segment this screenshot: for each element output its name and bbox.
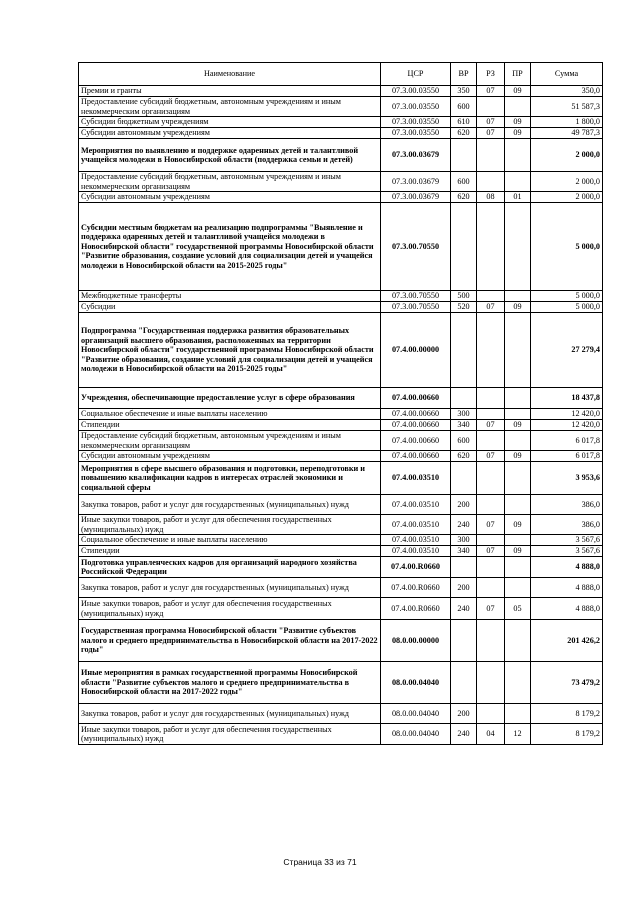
- cell-sum: 8 179,2: [531, 704, 603, 724]
- table-row: [79, 313, 603, 388]
- cell-pr: [505, 291, 531, 302]
- cell-vr: [451, 462, 477, 495]
- cell-rz: [477, 578, 505, 598]
- cell-vr: 200: [451, 495, 477, 515]
- table-row: [79, 192, 603, 203]
- page-number: Страница 33 из 71: [283, 857, 357, 867]
- table-row: [79, 546, 603, 557]
- cell-sum: 2 000,0: [531, 192, 603, 203]
- cell-name: Субсидии бюджетным учреждениям: [79, 117, 381, 128]
- cell-rz: 04: [477, 724, 505, 745]
- cell-name: Межбюджетные трансферты: [79, 291, 381, 302]
- cell-csr: 08.0.00.04040: [381, 662, 451, 704]
- cell-vr: 240: [451, 724, 477, 745]
- header-pr: ПР: [505, 63, 531, 86]
- cell-sum: 12 420,0: [531, 420, 603, 431]
- table-row: [79, 409, 603, 420]
- cell-pr: [505, 409, 531, 420]
- cell-vr: 300: [451, 535, 477, 546]
- cell-rz: [477, 535, 505, 546]
- cell-rz: 07: [477, 128, 505, 139]
- cell-pr: 09: [505, 451, 531, 462]
- cell-sum: 18 437,8: [531, 388, 603, 409]
- table-row: [79, 535, 603, 546]
- cell-csr: 07.3.00.03550: [381, 97, 451, 117]
- cell-rz: [477, 704, 505, 724]
- cell-csr: 07.4.00.00660: [381, 388, 451, 409]
- table-row: [79, 578, 603, 598]
- cell-csr: 07.3.00.70550: [381, 302, 451, 313]
- cell-name: Учреждения, обеспечивающие предоставление услуг в сфере образования: [79, 388, 381, 409]
- cell-rz: [477, 291, 505, 302]
- cell-pr: [505, 388, 531, 409]
- cell-sum: 4 888,0: [531, 578, 603, 598]
- cell-rz: 07: [477, 86, 505, 97]
- cell-name: Иные мероприятия в рамках государственной программы Новосибирской области "Развитие субъектов малого и среднего предпринимательства в Новосибирской области на 2017-2022 годы": [79, 662, 381, 704]
- cell-pr: [505, 557, 531, 578]
- cell-name: Социальное обеспечение и иные выплаты населению: [79, 535, 381, 546]
- cell-name: Закупка товаров, работ и услуг для государственных (муниципальных) нужд: [79, 578, 381, 598]
- cell-csr: 08.0.00.04040: [381, 724, 451, 745]
- cell-csr: 07.4.00.03510: [381, 546, 451, 557]
- cell-rz: [477, 388, 505, 409]
- cell-name: Государственная программа Новосибирской области "Развитие субъектов малого и среднего предпринимательства в Новосибирской области на 2017-2022 годы": [79, 620, 381, 662]
- cell-pr: [505, 495, 531, 515]
- cell-rz: 07: [477, 420, 505, 431]
- cell-name: Предоставление субсидий бюджетным, автономным учреждениям и иным некоммерческим организациям: [79, 97, 381, 117]
- cell-name: Предоставление субсидий бюджетным, автономным учреждениям и иным некоммерческим организациям: [79, 431, 381, 451]
- cell-vr: [451, 388, 477, 409]
- header-rz: РЗ: [477, 63, 505, 86]
- cell-sum: 2 000,0: [531, 139, 603, 172]
- cell-rz: 08: [477, 192, 505, 203]
- cell-pr: [505, 535, 531, 546]
- cell-rz: [477, 409, 505, 420]
- cell-sum: 5 000,0: [531, 302, 603, 313]
- cell-pr: 09: [505, 302, 531, 313]
- budget-table: [78, 62, 603, 745]
- cell-name: Иные закупки товаров, работ и услуг для обеспечения государственных (муниципальных) нужд: [79, 515, 381, 535]
- cell-rz: [477, 313, 505, 388]
- cell-csr: 07.3.00.03550: [381, 128, 451, 139]
- cell-csr: 07.4.00.00660: [381, 420, 451, 431]
- cell-pr: 01: [505, 192, 531, 203]
- cell-vr: 350: [451, 86, 477, 97]
- table-row: [79, 515, 603, 535]
- table-row: [79, 724, 603, 745]
- cell-csr: 07.3.00.03550: [381, 117, 451, 128]
- table-row: [79, 203, 603, 291]
- cell-name: Подпрограмма "Государственная поддержка развития образовательных организаций высшего образования, расположенных на территории Новосибирской области" государственной программы Новосибирской области "Развитие образования, создание условий для социализации детей и учащейся молодежи в Новосибирской области на 2015-2025 годы": [79, 313, 381, 388]
- cell-sum: 386,0: [531, 495, 603, 515]
- cell-csr: 07.4.00.03510: [381, 462, 451, 495]
- table-row: [79, 302, 603, 313]
- cell-csr: 07.4.00.R0660: [381, 557, 451, 578]
- cell-sum: 3 567,6: [531, 535, 603, 546]
- cell-name: Предоставление субсидий бюджетным, автономным учреждениям и иным некоммерческим организациям: [79, 172, 381, 192]
- cell-csr: 07.4.00.R0660: [381, 578, 451, 598]
- cell-pr: 09: [505, 128, 531, 139]
- cell-csr: 07.3.00.03550: [381, 86, 451, 97]
- table-row: [79, 431, 603, 451]
- cell-name: Мероприятия по выявлению и поддержке одаренных детей и талантливой учащейся молодежи в Новосибирской области (поддержка семьи и детей): [79, 139, 381, 172]
- cell-name: Субсидии автономным учреждениям: [79, 451, 381, 462]
- cell-pr: [505, 704, 531, 724]
- cell-rz: [477, 139, 505, 172]
- cell-name: Закупка товаров, работ и услуг для государственных (муниципальных) нужд: [79, 704, 381, 724]
- cell-vr: [451, 662, 477, 704]
- cell-sum: 27 279,4: [531, 313, 603, 388]
- cell-vr: 200: [451, 704, 477, 724]
- cell-rz: 07: [477, 117, 505, 128]
- cell-rz: [477, 662, 505, 704]
- cell-sum: 2 000,0: [531, 172, 603, 192]
- cell-csr: 07.4.00.00660: [381, 451, 451, 462]
- cell-vr: 500: [451, 291, 477, 302]
- cell-vr: 620: [451, 451, 477, 462]
- cell-name: Социальное обеспечение и иные выплаты населению: [79, 409, 381, 420]
- table-row: [79, 172, 603, 192]
- cell-pr: [505, 172, 531, 192]
- cell-rz: 07: [477, 546, 505, 557]
- cell-vr: 600: [451, 431, 477, 451]
- cell-pr: 05: [505, 598, 531, 620]
- cell-vr: 620: [451, 128, 477, 139]
- table-row: [79, 388, 603, 409]
- cell-csr: 07.3.00.03679: [381, 139, 451, 172]
- table-row: [79, 420, 603, 431]
- cell-vr: [451, 557, 477, 578]
- cell-rz: 07: [477, 598, 505, 620]
- cell-name: Субсидии автономным учреждениям: [79, 128, 381, 139]
- cell-sum: 350,0: [531, 86, 603, 97]
- cell-csr: 08.0.00.00000: [381, 620, 451, 662]
- cell-sum: 1 800,0: [531, 117, 603, 128]
- table-body: [79, 86, 603, 745]
- table-row: [79, 451, 603, 462]
- cell-pr: 09: [505, 420, 531, 431]
- cell-sum: 3 567,6: [531, 546, 603, 557]
- cell-vr: 600: [451, 97, 477, 117]
- table-row: [79, 86, 603, 97]
- cell-csr: 07.3.00.70550: [381, 203, 451, 291]
- cell-vr: 340: [451, 546, 477, 557]
- cell-rz: [477, 620, 505, 662]
- cell-name: Стипендии: [79, 546, 381, 557]
- table-row: [79, 139, 603, 172]
- cell-csr: 07.3.00.03679: [381, 192, 451, 203]
- cell-csr: 07.4.00.03510: [381, 515, 451, 535]
- cell-name: Премии и гранты: [79, 86, 381, 97]
- cell-sum: 8 179,2: [531, 724, 603, 745]
- cell-sum: 201 426,2: [531, 620, 603, 662]
- cell-sum: 51 587,3: [531, 97, 603, 117]
- cell-csr: 07.4.00.00660: [381, 431, 451, 451]
- cell-vr: 520: [451, 302, 477, 313]
- table-row: [79, 97, 603, 117]
- cell-name: Субсидии автономным учреждениям: [79, 192, 381, 203]
- cell-sum: 3 953,6: [531, 462, 603, 495]
- cell-sum: 6 017,8: [531, 451, 603, 462]
- cell-pr: 09: [505, 515, 531, 535]
- cell-vr: 600: [451, 172, 477, 192]
- cell-csr: 07.4.00.00660: [381, 409, 451, 420]
- cell-vr: 620: [451, 192, 477, 203]
- cell-sum: 4 888,0: [531, 598, 603, 620]
- cell-rz: [477, 431, 505, 451]
- cell-csr: 07.4.00.03510: [381, 495, 451, 515]
- cell-pr: [505, 662, 531, 704]
- cell-rz: 07: [477, 302, 505, 313]
- cell-vr: 240: [451, 598, 477, 620]
- table-row: [79, 557, 603, 578]
- cell-pr: [505, 462, 531, 495]
- cell-rz: 07: [477, 451, 505, 462]
- table-row: [79, 128, 603, 139]
- cell-rz: [477, 462, 505, 495]
- cell-vr: 300: [451, 409, 477, 420]
- cell-sum: 6 017,8: [531, 431, 603, 451]
- cell-vr: 340: [451, 420, 477, 431]
- cell-name: Мероприятия в сфере высшего образования и подготовки, переподготовки и повышению квалификации кадров в интересах отраслей экономики и социальной сферы: [79, 462, 381, 495]
- cell-sum: 4 888,0: [531, 557, 603, 578]
- cell-rz: [477, 203, 505, 291]
- cell-csr: 08.0.00.04040: [381, 704, 451, 724]
- cell-vr: [451, 203, 477, 291]
- cell-sum: 5 000,0: [531, 203, 603, 291]
- header-name: Наименование: [79, 63, 381, 86]
- table-row: [79, 662, 603, 704]
- cell-name: Иные закупки товаров, работ и услуг для обеспечения государственных (муниципальных) нужд: [79, 598, 381, 620]
- cell-name: Субсидии местным бюджетам на реализацию подпрограммы "Выявление и поддержка одаренных детей и талантливой учащейся молодежи в Новосибирской области" государственной программы Новосибирской области "Развитие образования, создание условий для социализации детей и учащейся молодежи в Новосибирской области на 2015-2025 годы": [79, 203, 381, 291]
- cell-rz: 07: [477, 515, 505, 535]
- table-row: [79, 620, 603, 662]
- table-row: [79, 598, 603, 620]
- cell-csr: 07.3.00.70550: [381, 291, 451, 302]
- cell-pr: [505, 313, 531, 388]
- cell-pr: 09: [505, 86, 531, 97]
- cell-pr: [505, 97, 531, 117]
- cell-rz: [477, 172, 505, 192]
- cell-pr: [505, 578, 531, 598]
- header-vr: ВР: [451, 63, 477, 86]
- table-row: [79, 291, 603, 302]
- cell-vr: [451, 620, 477, 662]
- cell-csr: 07.4.00.R0660: [381, 598, 451, 620]
- cell-name: Закупка товаров, работ и услуг для государственных (муниципальных) нужд: [79, 495, 381, 515]
- table-row: [79, 495, 603, 515]
- cell-csr: 07.4.00.00000: [381, 313, 451, 388]
- cell-vr: 200: [451, 578, 477, 598]
- table-row: [79, 704, 603, 724]
- cell-rz: [477, 495, 505, 515]
- cell-vr: [451, 139, 477, 172]
- table-row: [79, 462, 603, 495]
- cell-sum: 49 787,3: [531, 128, 603, 139]
- cell-sum: 5 000,0: [531, 291, 603, 302]
- cell-vr: [451, 313, 477, 388]
- cell-csr: 07.4.00.03510: [381, 535, 451, 546]
- cell-vr: 610: [451, 117, 477, 128]
- cell-pr: 09: [505, 546, 531, 557]
- table-row: [79, 117, 603, 128]
- table-header-row: [79, 63, 603, 86]
- cell-pr: [505, 203, 531, 291]
- header-sum: Сумма: [531, 63, 603, 86]
- cell-vr: 240: [451, 515, 477, 535]
- cell-name: Субсидии: [79, 302, 381, 313]
- cell-name: Иные закупки товаров, работ и услуг для обеспечения государственных (муниципальных) нужд: [79, 724, 381, 745]
- cell-pr: 12: [505, 724, 531, 745]
- cell-name: Стипендии: [79, 420, 381, 431]
- cell-pr: 09: [505, 117, 531, 128]
- cell-rz: [477, 97, 505, 117]
- cell-name: Подготовка управленческих кадров для организаций народного хозяйства Российской Федерации: [79, 557, 381, 578]
- cell-pr: [505, 139, 531, 172]
- header-csr: ЦСР: [381, 63, 451, 86]
- cell-sum: 73 479,2: [531, 662, 603, 704]
- cell-sum: 386,0: [531, 515, 603, 535]
- cell-csr: 07.3.00.03679: [381, 172, 451, 192]
- cell-sum: 12 420,0: [531, 409, 603, 420]
- cell-rz: [477, 557, 505, 578]
- cell-pr: [505, 620, 531, 662]
- cell-pr: [505, 431, 531, 451]
